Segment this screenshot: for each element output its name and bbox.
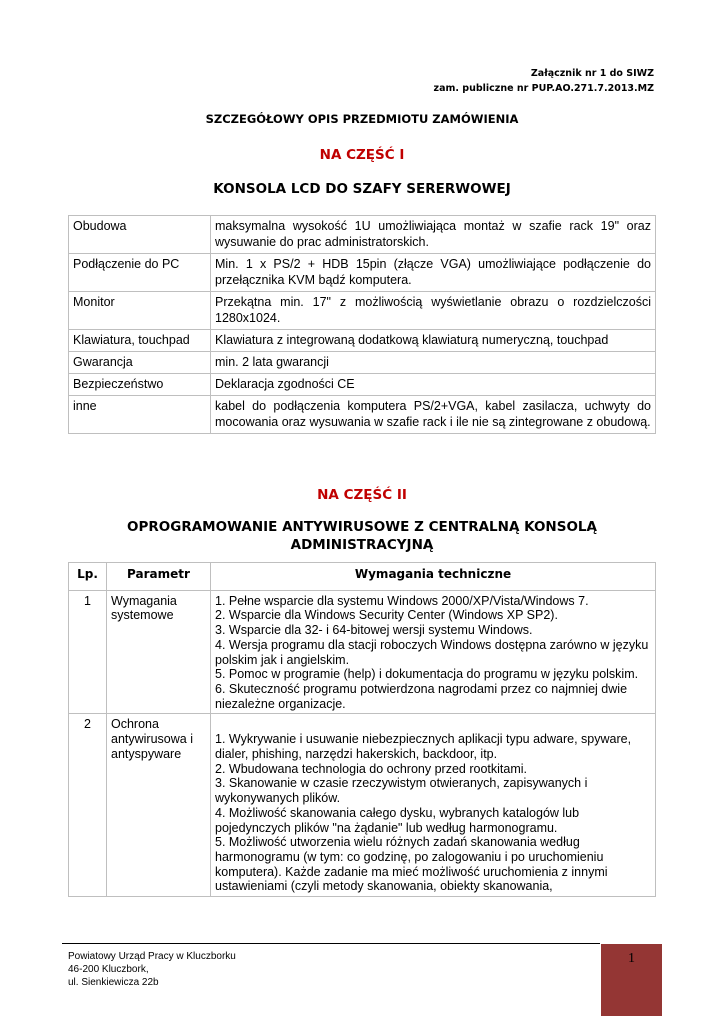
header-req: Wymagania techniczne bbox=[211, 563, 656, 591]
table-row bbox=[69, 352, 656, 374]
requirement-item: 4. Możliwość skanowania całego dysku, wybranych katalogów lub pojedynczych plików "na żądanie" lub według harmonogramu. bbox=[215, 805, 580, 835]
row-name: Klawiatura, touchpad bbox=[69, 330, 211, 352]
row-value: Klawiatura z integrowaną dodatkową klawiaturą numeryczną, touchpad bbox=[211, 330, 656, 352]
part2-title-line1: OPROGRAMOWANIE ANTYWIRUSOWE Z CENTRALNĄ KONSOLĄ bbox=[127, 519, 597, 535]
part1-table bbox=[68, 215, 656, 434]
part2-label: NA CZĘŚĆ II bbox=[317, 487, 407, 503]
row-value: Min. 1 x PS/2 + HDB 15pin (złącze VGA) umożliwiające podłączenie do przełącznika KVM bądź komputera. bbox=[211, 254, 656, 292]
row-name: Obudowa bbox=[69, 216, 211, 254]
footer-street: ul. Sienkiewicza 22b bbox=[68, 977, 159, 988]
header-param: Parametr bbox=[107, 563, 211, 591]
row-name: inne bbox=[69, 396, 211, 434]
table-row bbox=[69, 396, 656, 434]
table-header-row bbox=[69, 563, 656, 591]
row-requirements bbox=[211, 590, 656, 714]
requirement-item: 4. Wersja programu dla stacji roboczych Windows dostępna zarówno w języku polskim jak i angielskim. bbox=[215, 637, 649, 667]
page-number: 1 bbox=[628, 951, 635, 966]
footer-office: Powiatowy Urząd Pracy w Kluczborku bbox=[68, 951, 236, 962]
requirement-item: 3. Wsparcie dla 32- i 64-bitowej wersji systemu Windows. bbox=[215, 623, 533, 638]
table-row bbox=[69, 330, 656, 352]
row-value: maksymalna wysokość 1U umożliwiająca montaż w szafie rack 19" oraz wysuwanie do prac administratorskich. bbox=[211, 216, 656, 254]
part1-title: KONSOLA LCD DO SZAFY SERERWOWEJ bbox=[213, 181, 511, 197]
row-param: Wymagania systemowe bbox=[107, 590, 211, 714]
doc-title: SZCZEGÓŁOWY OPIS PRZEDMIOTU ZAMÓWIENIA bbox=[205, 112, 519, 126]
row-param: Ochrona antywirusowa i antyspyware bbox=[107, 714, 211, 897]
table-row bbox=[69, 216, 656, 254]
requirement-item: 3. Skanowanie w czasie rzeczywistym otwieranych, zapisywanych i wykonywanych plików. bbox=[215, 776, 588, 806]
table-row bbox=[69, 590, 656, 714]
row-value: min. 2 lata gwarancji bbox=[211, 352, 656, 374]
order-number: zam. publiczne nr PUP.AO.271.7.2013.MZ bbox=[433, 83, 654, 94]
row-lp: 2 bbox=[69, 714, 107, 897]
footer-city: 46-200 Kluczbork, bbox=[68, 964, 149, 975]
attachment-label: Załącznik nr 1 do SIWZ bbox=[530, 68, 654, 79]
footer-address bbox=[68, 950, 236, 989]
table-row bbox=[69, 714, 656, 897]
table-row bbox=[69, 374, 656, 396]
requirement-item: 6. Skuteczność programu potwierdzona nagrodami przez co najmniej dwie niezależne organizacje. bbox=[215, 681, 628, 711]
row-name: Monitor bbox=[69, 292, 211, 330]
requirement-item: 2. Wbudowana technologia do ochrony przed rootkitami. bbox=[215, 761, 527, 776]
part2-title-line2: ADMINISTRACYJNĄ bbox=[290, 537, 434, 553]
part2-table bbox=[68, 562, 656, 897]
row-value: kabel do podłączenia komputera PS/2+VGA, kabel zasilacza, uchwyty do mocowania oraz wysuwania w szafie rack i ile nie są zintegrowane z obudową. bbox=[211, 396, 656, 434]
table-row bbox=[69, 254, 656, 292]
row-name: Bezpieczeństwo bbox=[69, 374, 211, 396]
table-row bbox=[69, 292, 656, 330]
requirement-item: 5. Pomoc w programie (help) i dokumentacja do programu w języku polskim. bbox=[215, 667, 639, 682]
footer-divider bbox=[62, 943, 600, 944]
page-number-box bbox=[601, 944, 662, 1016]
part1-label: NA CZĘŚĆ I bbox=[319, 147, 405, 163]
row-requirements bbox=[211, 714, 656, 897]
part2-title bbox=[0, 518, 724, 554]
requirement-item: 5. Możliwość utworzenia wielu różnych zadań skanowania według harmonogramu (w tym: co godzinę, po zalogowaniu i po uruchomieniu komputera). Każde zadanie ma mieć możliwość uruchomienia z innymi ustawieniami (czyli metody skanowania, obiekty skanowania, bbox=[215, 835, 608, 894]
requirement-item: 1. Pełne wsparcie dla systemu Windows 2000/XP/Vista/Windows 7. bbox=[215, 593, 589, 608]
row-value: Deklaracja zgodności CE bbox=[211, 374, 656, 396]
row-value: Przekątna min. 17" z możliwością wyświetlanie obrazu o rozdzielczości 1280x1024. bbox=[211, 292, 656, 330]
header-lp: Lp. bbox=[69, 563, 107, 591]
row-name: Podłączenie do PC bbox=[69, 254, 211, 292]
requirement-item: 2. Wsparcie dla Windows Security Center (Windows XP SP2). bbox=[215, 608, 558, 623]
requirement-item: 1. Wykrywanie i usuwanie niebezpiecznych aplikacji typu adware, spyware, dialer, phishing, narzędzi hakerskich, backdoor, itp. bbox=[215, 732, 632, 762]
row-name: Gwarancja bbox=[69, 352, 211, 374]
row-lp: 1 bbox=[69, 590, 107, 714]
